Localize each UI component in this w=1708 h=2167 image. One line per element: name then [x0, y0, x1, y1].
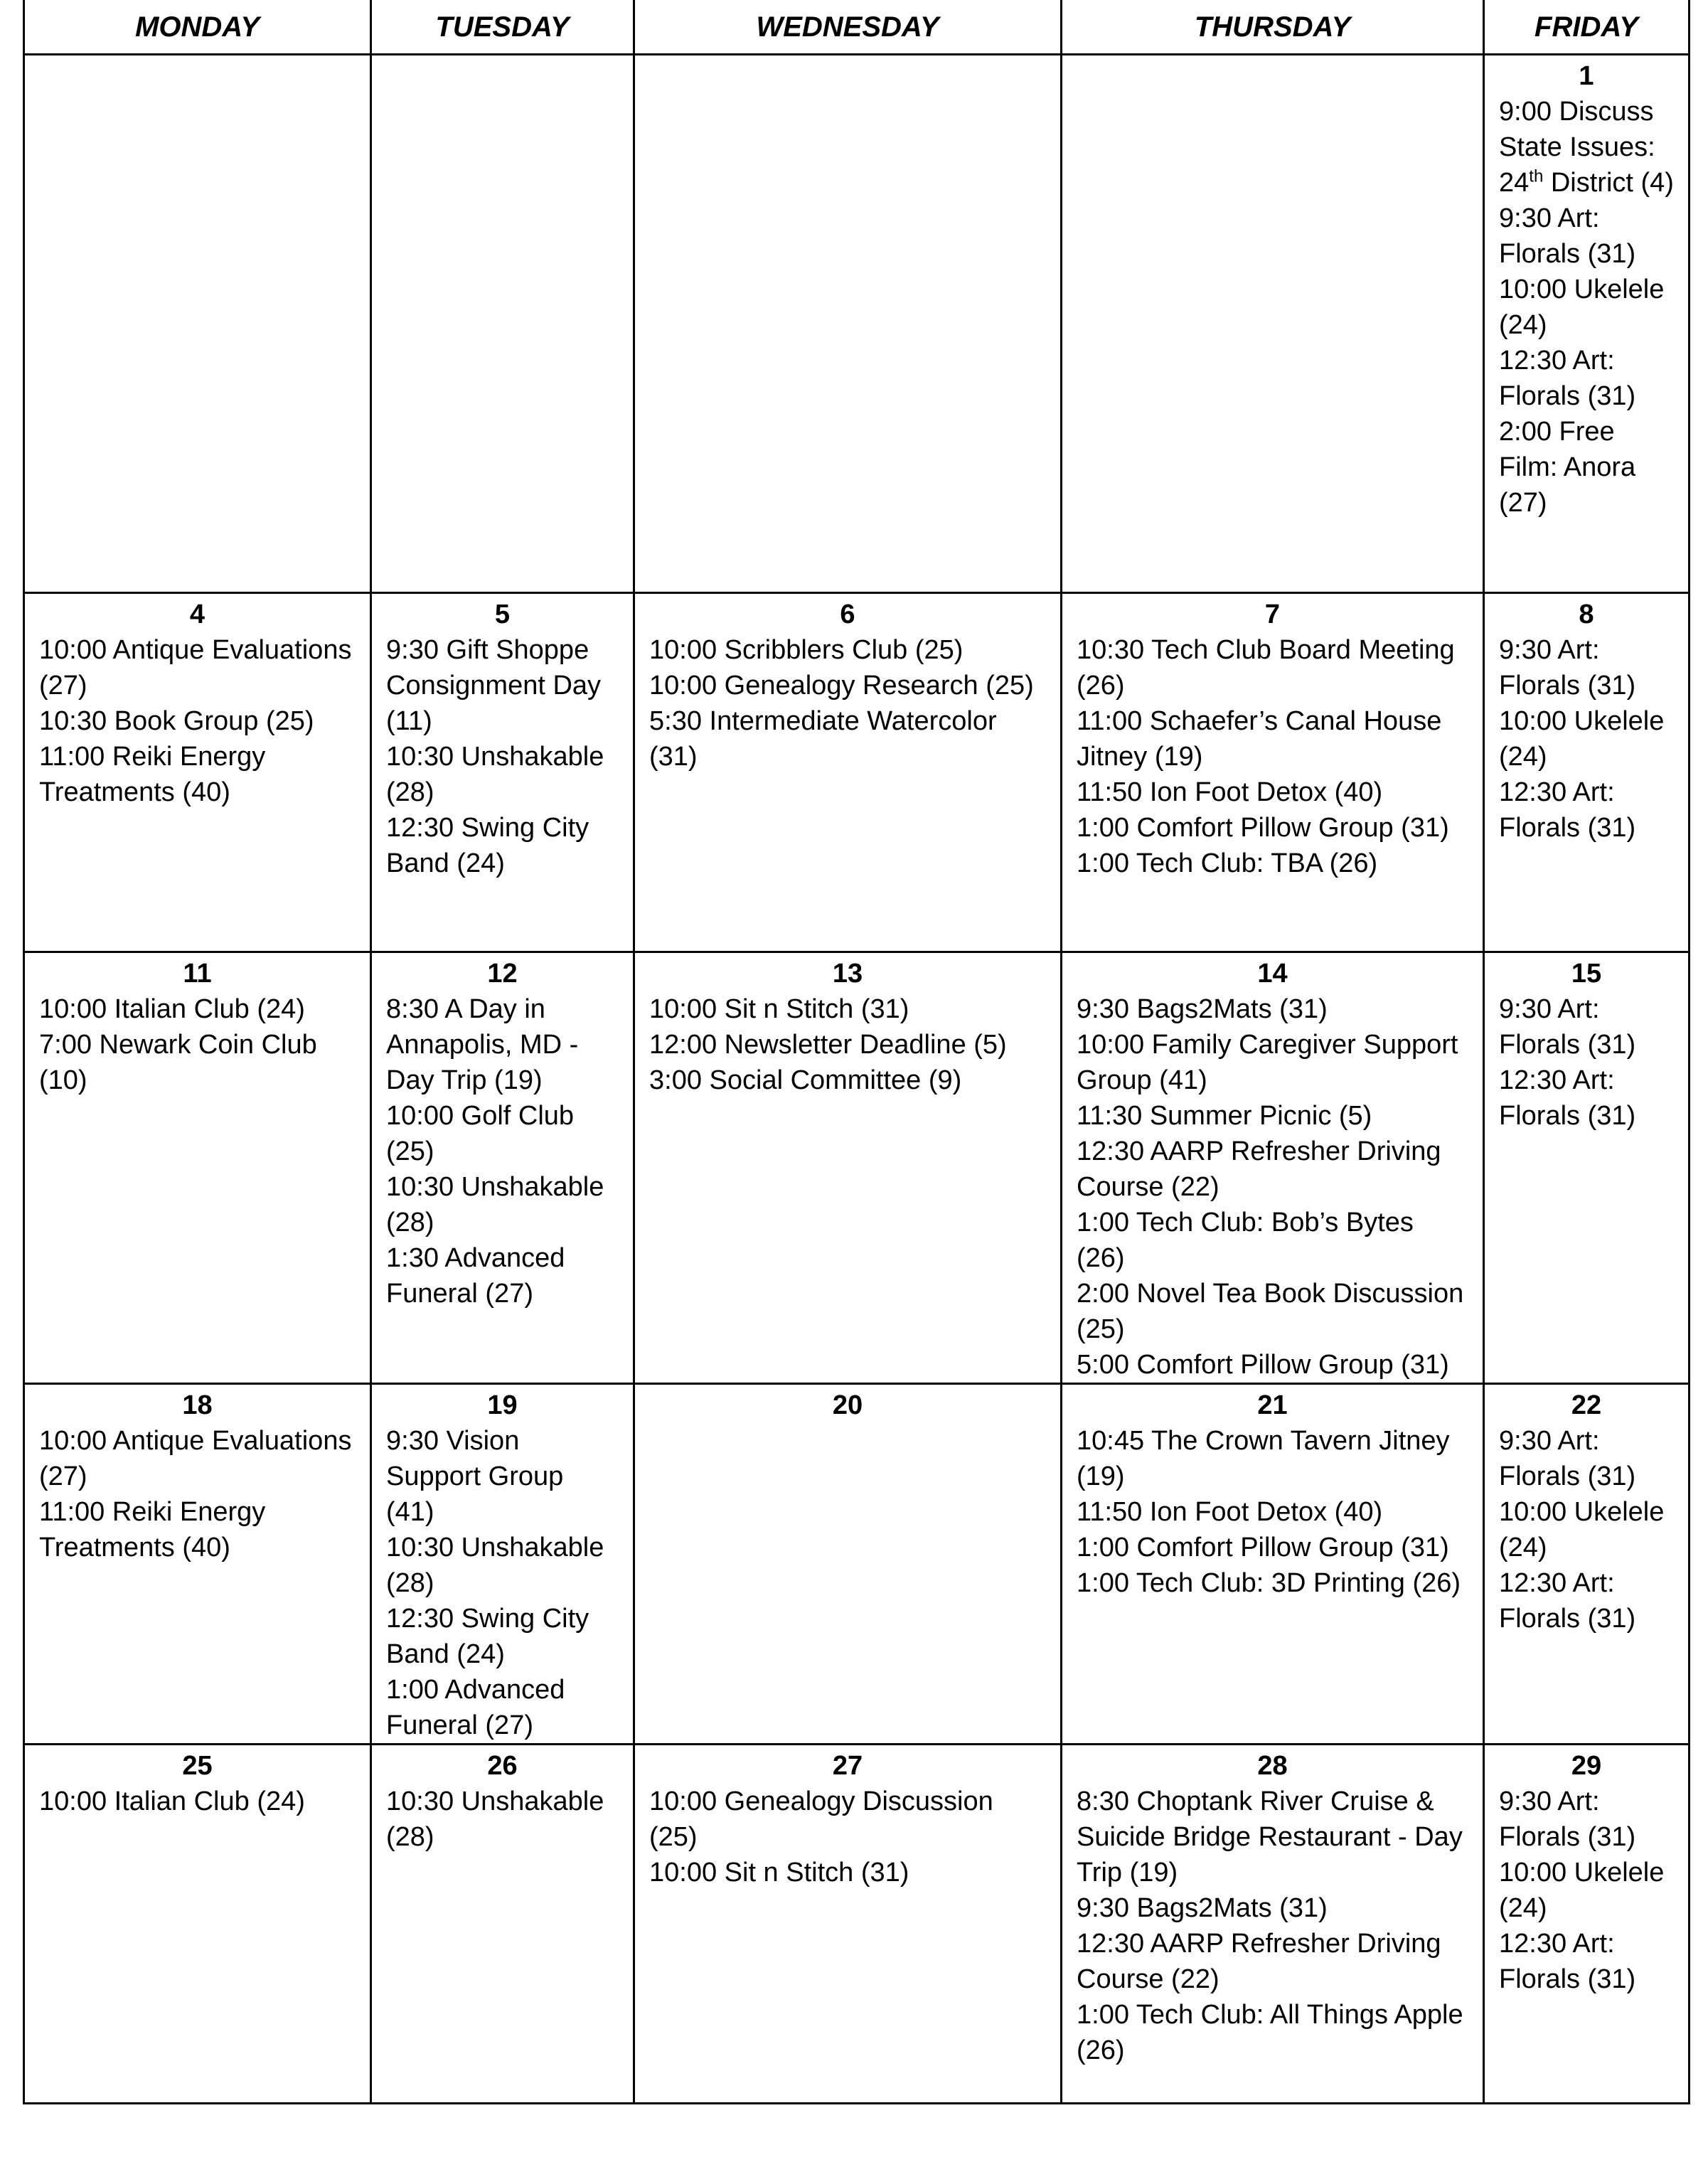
header-tuesday: TUESDAY	[371, 0, 634, 55]
day-number: 7	[1264, 600, 1281, 629]
calendar-event: 10:00 Genealogy Research (25)	[649, 671, 1034, 701]
calendar-event: 12:00 Newsletter Deadline (5)	[649, 1030, 1007, 1060]
calendar-event: 9:30 Art: Florals (31)	[1499, 994, 1636, 1060]
day-cell-tuesday	[371, 1745, 634, 2104]
day-number: 27	[832, 1751, 863, 1781]
day-cell-friday	[1484, 55, 1690, 593]
calendar-table	[23, 0, 1690, 2104]
calendar-event: 1:00 Tech Club: Bob’s Bytes (26)	[1077, 1208, 1414, 1273]
day-cell-wednesday	[634, 1384, 1062, 1745]
day-number: 15	[1571, 959, 1602, 989]
day-number: 20	[832, 1390, 863, 1420]
day-cell-friday	[1484, 952, 1690, 1384]
calendar-event: 10:00 Golf Club (25)	[386, 1101, 575, 1166]
calendar-event: 10:00 Genealogy Discussion (25)	[649, 1787, 993, 1852]
day-cell-thursday	[1062, 1745, 1484, 2104]
day-number: 14	[1257, 959, 1288, 989]
calendar-event: 9:30 Bags2Mats (31)	[1077, 994, 1328, 1024]
calendar-event: 10:00 Ukelele (24)	[1499, 275, 1665, 340]
calendar-event: 11:50 Ion Foot Detox (40)	[1077, 1497, 1383, 1527]
calendar-event: 10:30 Unshakable (28)	[386, 742, 604, 807]
calendar-event: 9:30 Gift Shoppe Consignment Day (11)	[386, 635, 602, 736]
calendar-event: 5:30 Intermediate Watercolor (31)	[649, 706, 997, 772]
day-number: 21	[1257, 1390, 1288, 1420]
calendar-event: 2:00 Free Film: Anora (27)	[1499, 417, 1636, 518]
day-number: 25	[182, 1751, 213, 1781]
calendar-event: 12:30 Art: Florals (31)	[1499, 1065, 1636, 1131]
day-cell-thursday	[1062, 55, 1484, 593]
week-row	[24, 1384, 1690, 1745]
day-cell-monday	[24, 1745, 371, 2104]
calendar-event: 9:30 Art: Florals (31)	[1499, 635, 1636, 701]
day-cell-thursday	[1062, 1384, 1484, 1745]
calendar-event: 9:00 Discuss State Issues: 24th District (4)	[1499, 97, 1674, 198]
day-cell-tuesday	[371, 55, 634, 593]
day-number: 13	[832, 959, 863, 989]
day-cell-thursday	[1062, 593, 1484, 952]
calendar-event: 8:30 A Day in Annapolis, MD - Day Trip (19)	[386, 994, 579, 1095]
calendar-event: 5:00 Comfort Pillow Group (31)	[1077, 1350, 1449, 1380]
calendar-event: 1:00 Advanced Funeral (27)	[386, 1675, 565, 1740]
calendar-event: 2:00 Novel Tea Book Discussion (25)	[1077, 1279, 1464, 1344]
header-wednesday: WEDNESDAY	[634, 0, 1062, 55]
calendar-event: 10:00 Sit n Stitch (31)	[649, 1858, 909, 1888]
calendar-event: 12:30 Swing City Band (24)	[386, 813, 589, 878]
calendar-event: 10:00 Italian Club (24)	[39, 994, 305, 1024]
day-cell-wednesday	[634, 593, 1062, 952]
day-number: 18	[182, 1390, 213, 1420]
day-cell-tuesday	[371, 1384, 634, 1745]
calendar-event: 11:50 Ion Foot Detox (40)	[1077, 777, 1383, 807]
day-cell-friday	[1484, 1745, 1690, 2104]
calendar-event: 10:00 Antique Evaluations (27)	[39, 1426, 352, 1491]
day-number: 12	[487, 959, 518, 989]
day-number: 4	[189, 600, 206, 629]
day-number: 1	[1579, 61, 1594, 91]
calendar-event: 9:30 Art: Florals (31)	[1499, 203, 1636, 269]
day-cell-friday	[1484, 593, 1690, 952]
day-number: 22	[1571, 1390, 1602, 1420]
calendar-event: 1:00 Tech Club: 3D Printing (26)	[1077, 1568, 1461, 1598]
day-cell-friday	[1484, 1384, 1690, 1745]
calendar-event: 1:00 Tech Club: All Things Apple (26)	[1077, 2000, 1463, 2065]
day-cell-wednesday	[634, 1745, 1062, 2104]
calendar-event: 10:30 Unshakable (28)	[386, 1787, 604, 1852]
calendar-event: 10:30 Unshakable (28)	[386, 1172, 604, 1237]
calendar-event: 1:00 Tech Club: TBA (26)	[1077, 848, 1378, 878]
day-number: 11	[183, 959, 212, 989]
day-cell-monday	[24, 1384, 371, 1745]
day-cell-wednesday	[634, 55, 1062, 593]
calendar-event: 10:30 Book Group (25)	[39, 706, 314, 736]
calendar-event: 12:30 Art: Florals (31)	[1499, 1568, 1636, 1634]
calendar-event: 12:30 Art: Florals (31)	[1499, 346, 1636, 411]
calendar-event: 9:30 Vision Support Group (41)	[386, 1426, 564, 1527]
calendar-event: 8:30 Choptank River Cruise & Suicide Bridge Restaurant - Day Trip (19)	[1077, 1787, 1463, 1888]
calendar-event: 10:00 Antique Evaluations (27)	[39, 635, 352, 701]
day-number: 28	[1257, 1751, 1288, 1781]
calendar-event: 10:00 Scribblers Club (25)	[649, 635, 964, 665]
calendar-event: 10:00 Italian Club (24)	[39, 1787, 305, 1816]
week-row	[24, 952, 1690, 1384]
calendar-event: 3:00 Social Committee (9)	[649, 1065, 962, 1095]
calendar-event: 10:00 Family Caregiver Support Group (41)	[1077, 1030, 1458, 1095]
day-number: 5	[494, 600, 511, 629]
header-thursday: THURSDAY	[1062, 0, 1484, 55]
calendar-event: 12:30 AARP Refresher Driving Course (22)	[1077, 1929, 1441, 1994]
day-number: 29	[1571, 1751, 1602, 1781]
calendar-event: 11:30 Summer Picnic (5)	[1077, 1101, 1372, 1131]
calendar-event: 12:30 Art: Florals (31)	[1499, 777, 1636, 843]
calendar-event: 10:30 Tech Club Board Meeting (26)	[1077, 635, 1455, 701]
header-monday: MONDAY	[24, 0, 371, 55]
calendar-event: 9:30 Bags2Mats (31)	[1077, 1893, 1328, 1923]
day-cell-wednesday	[634, 952, 1062, 1384]
calendar-event: 12:30 AARP Refresher Driving Course (22)	[1077, 1136, 1441, 1202]
week-row	[24, 1745, 1690, 2104]
week-row	[24, 55, 1690, 593]
calendar-event: 10:00 Ukelele (24)	[1499, 706, 1665, 772]
calendar-event: 10:00 Sit n Stitch (31)	[649, 994, 909, 1024]
calendar-event: 12:30 Swing City Band (24)	[386, 1604, 589, 1669]
calendar-event: 7:00 Newark Coin Club (10)	[39, 1030, 317, 1095]
day-cell-thursday	[1062, 952, 1484, 1384]
calendar-event: 9:30 Art: Florals (31)	[1499, 1426, 1636, 1491]
day-number: 8	[1579, 600, 1594, 629]
calendar-event: 1:00 Comfort Pillow Group (31)	[1077, 813, 1449, 843]
header-friday: FRIDAY	[1484, 0, 1690, 55]
calendar-event: 10:00 Ukelele (24)	[1499, 1497, 1665, 1562]
calendar-event: 11:00 Reiki Energy Treatments (40)	[39, 742, 266, 807]
calendar-event: 9:30 Art: Florals (31)	[1499, 1787, 1636, 1852]
calendar-event: 10:00 Ukelele (24)	[1499, 1858, 1665, 1923]
day-cell-monday	[24, 55, 371, 593]
day-number: 26	[487, 1751, 518, 1781]
calendar-event: 11:00 Reiki Energy Treatments (40)	[39, 1497, 266, 1562]
day-number: 19	[487, 1390, 518, 1420]
calendar-event: 1:00 Comfort Pillow Group (31)	[1077, 1533, 1449, 1562]
calendar-event: 10:45 The Crown Tavern Jitney (19)	[1077, 1426, 1450, 1491]
day-cell-monday	[24, 593, 371, 952]
calendar-event: 10:30 Unshakable (28)	[386, 1533, 604, 1598]
weekday-header-row	[24, 0, 1690, 55]
day-cell-tuesday	[371, 952, 634, 1384]
day-cell-monday	[24, 952, 371, 1384]
calendar-event: 12:30 Art: Florals (31)	[1499, 1929, 1636, 1994]
calendar-event: 1:30 Advanced Funeral (27)	[386, 1243, 565, 1309]
day-number: 6	[840, 600, 855, 629]
week-row	[24, 593, 1690, 952]
calendar-event: 11:00 Schaefer’s Canal House Jitney (19)	[1077, 706, 1442, 772]
day-cell-tuesday	[371, 593, 634, 952]
